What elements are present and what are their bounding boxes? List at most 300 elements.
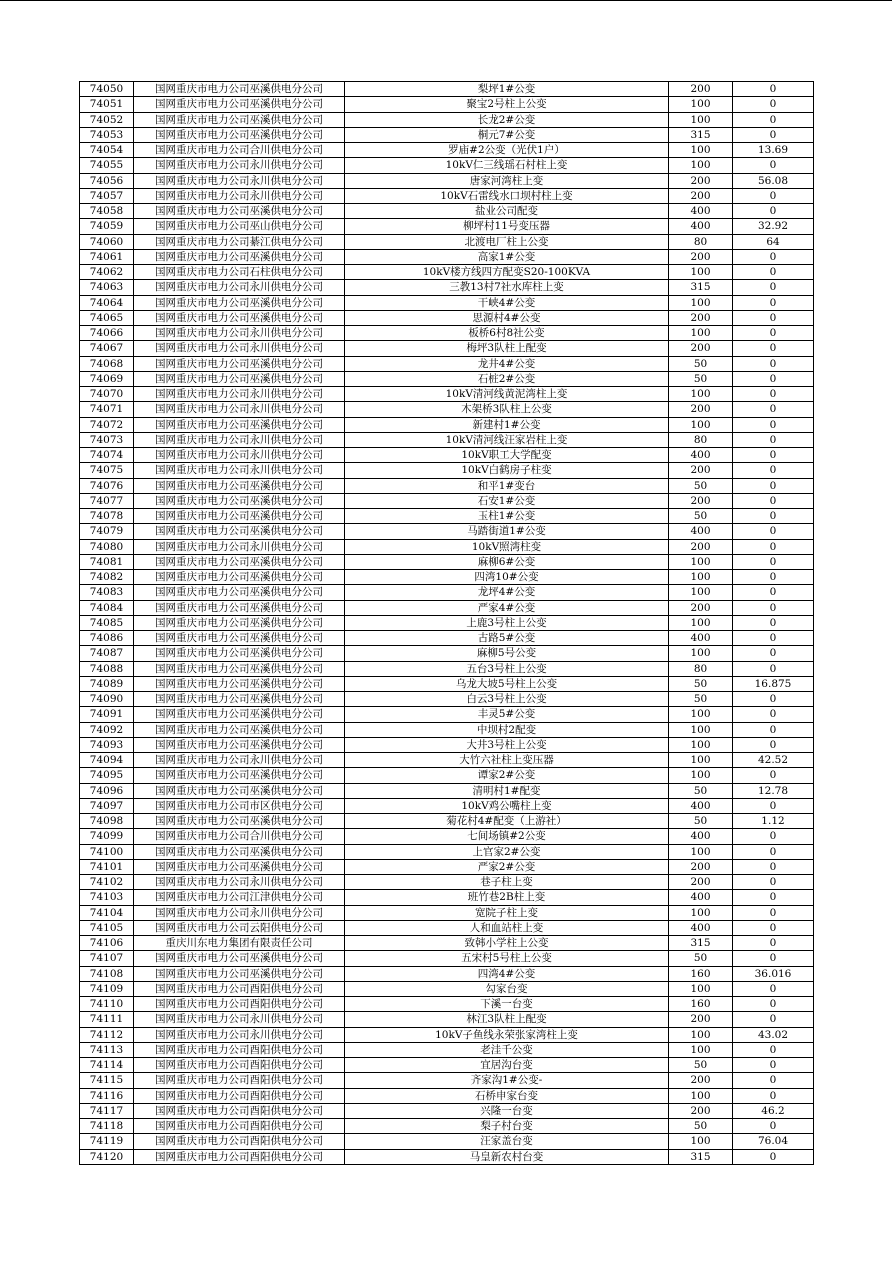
value-cell: 0: [733, 97, 814, 112]
capacity-cell: 50: [669, 1058, 733, 1073]
capacity-cell: 200: [669, 1012, 733, 1027]
transformer-name-cell: 和平1#变台: [345, 478, 669, 493]
capacity-cell: 200: [669, 539, 733, 554]
value-cell: 0: [733, 722, 814, 737]
table-row: [80, 1103, 814, 1118]
table-row: [80, 1012, 814, 1027]
table-row: [80, 676, 814, 691]
value-cell: 0: [733, 585, 814, 600]
table-row: [80, 783, 814, 798]
value-cell: 43.02: [733, 1027, 814, 1042]
table-row: [80, 981, 814, 996]
table-row: [80, 1058, 814, 1073]
company-cell: 国网重庆市电力公司永川供电分公司: [134, 326, 345, 341]
capacity-cell: 315: [669, 127, 733, 142]
record-id-cell: 74117: [80, 1103, 134, 1118]
value-cell: 0: [733, 204, 814, 219]
table-row: [80, 509, 814, 524]
table-row: [80, 1042, 814, 1057]
company-cell: 国网重庆市电力公司綦江供电分公司: [134, 234, 345, 249]
transformer-name-cell: 上官家2#公变: [345, 844, 669, 859]
table-row: [80, 905, 814, 920]
transformer-name-cell: 严家2#公变: [345, 859, 669, 874]
capacity-cell: 200: [669, 188, 733, 203]
capacity-cell: 80: [669, 661, 733, 676]
record-id-cell: 74098: [80, 814, 134, 829]
capacity-cell: 50: [669, 509, 733, 524]
company-cell: 国网重庆市电力公司巫溪供电分公司: [134, 844, 345, 859]
table-row: [80, 1027, 814, 1042]
capacity-cell: 200: [669, 173, 733, 188]
record-id-cell: 74052: [80, 112, 134, 127]
record-id-cell: 74112: [80, 1027, 134, 1042]
table-row: [80, 280, 814, 295]
record-id-cell: 74056: [80, 173, 134, 188]
capacity-cell: 200: [669, 463, 733, 478]
capacity-cell: 200: [669, 1073, 733, 1088]
company-cell: 国网重庆市电力公司永川供电分公司: [134, 341, 345, 356]
company-cell: 国网重庆市电力公司石柱供电分公司: [134, 265, 345, 280]
value-cell: 0: [733, 371, 814, 386]
table-row: [80, 798, 814, 813]
value-cell: 0: [733, 432, 814, 447]
capacity-cell: 100: [669, 387, 733, 402]
company-cell: 国网重庆市电力公司巫溪供电分公司: [134, 127, 345, 142]
capacity-cell: 315: [669, 1149, 733, 1164]
transformer-name-cell: 乌龙大坡5号柱上公变: [345, 676, 669, 691]
company-cell: 国网重庆市电力公司巫溪供电分公司: [134, 814, 345, 829]
value-cell: 0: [733, 127, 814, 142]
record-id-cell: 74063: [80, 280, 134, 295]
transformer-name-cell: 白云3号柱上公变: [345, 692, 669, 707]
record-id-cell: 74095: [80, 768, 134, 783]
value-cell: 0: [733, 478, 814, 493]
capacity-cell: 200: [669, 859, 733, 874]
company-cell: 国网重庆市电力公司酉阳供电分公司: [134, 1058, 345, 1073]
table-row: [80, 570, 814, 585]
capacity-cell: 200: [669, 341, 733, 356]
transformer-name-cell: 四湾4#公变: [345, 966, 669, 981]
record-id-cell: 74085: [80, 615, 134, 630]
transformer-name-cell: 麻柳5号公变: [345, 646, 669, 661]
company-cell: 国网重庆市电力公司巫溪供电分公司: [134, 783, 345, 798]
table-row: [80, 432, 814, 447]
company-cell: 国网重庆市电力公司巫溪供电分公司: [134, 417, 345, 432]
value-cell: 0: [733, 615, 814, 630]
table-row: [80, 493, 814, 508]
value-cell: 0: [733, 600, 814, 615]
transformer-name-cell: 石桩2#公变: [345, 371, 669, 386]
transformer-name-cell: 汪家盖台变: [345, 1134, 669, 1149]
value-cell: 0: [733, 707, 814, 722]
capacity-cell: 100: [669, 707, 733, 722]
transformer-name-cell: 10kV子鱼线永荣张家湾柱上变: [345, 1027, 669, 1042]
capacity-cell: 50: [669, 951, 733, 966]
company-cell: 国网重庆市电力公司巫溪供电分公司: [134, 707, 345, 722]
transformer-name-cell: 五台3号柱上公变: [345, 661, 669, 676]
transformer-name-cell: 龙井4#公变: [345, 356, 669, 371]
transformer-name-cell: 10kV楼方线四方配变S20-100KVA: [345, 265, 669, 280]
company-cell: 国网重庆市电力公司永川供电分公司: [134, 539, 345, 554]
table-row: [80, 814, 814, 829]
capacity-cell: 315: [669, 936, 733, 951]
transformer-name-cell: 大竹六社柱上变压器: [345, 753, 669, 768]
transformer-name-cell: 齐家沟1#公变-: [345, 1073, 669, 1088]
value-cell: 0: [733, 249, 814, 264]
capacity-cell: 100: [669, 1134, 733, 1149]
table-row: [80, 859, 814, 874]
capacity-cell: 400: [669, 890, 733, 905]
company-cell: 国网重庆市电力公司酉阳供电分公司: [134, 1042, 345, 1057]
record-id-cell: 74114: [80, 1058, 134, 1073]
transformer-name-cell: 10kV仁三线瑶石村柱上变: [345, 158, 669, 173]
transformer-name-cell: 清明村1#配变: [345, 783, 669, 798]
record-id-cell: 74062: [80, 265, 134, 280]
transformer-name-cell: 谭家2#公变: [345, 768, 669, 783]
capacity-cell: 100: [669, 295, 733, 310]
table-row: [80, 829, 814, 844]
company-cell: 国网重庆市电力公司永川供电分公司: [134, 1027, 345, 1042]
transformer-name-cell: 板桥6村8社公变: [345, 326, 669, 341]
transformer-name-cell: 五宋村5号柱上公变: [345, 951, 669, 966]
capacity-cell: 200: [669, 82, 733, 97]
company-cell: 国网重庆市电力公司巫山供电分公司: [134, 219, 345, 234]
value-cell: 0: [733, 936, 814, 951]
value-cell: 0: [733, 265, 814, 280]
company-cell: 国网重庆市电力公司巫溪供电分公司: [134, 97, 345, 112]
company-cell: 国网重庆市电力公司江津供电分公司: [134, 890, 345, 905]
transformer-name-cell: 宽院子柱上变: [345, 905, 669, 920]
table-row: [80, 707, 814, 722]
record-id-cell: 74091: [80, 707, 134, 722]
table-row: [80, 295, 814, 310]
value-cell: 0: [733, 493, 814, 508]
value-cell: 0: [733, 417, 814, 432]
table-row: [80, 448, 814, 463]
capacity-cell: 50: [669, 1119, 733, 1134]
value-cell: 0: [733, 1149, 814, 1164]
value-cell: 0: [733, 524, 814, 539]
table-row: [80, 463, 814, 478]
transformer-name-cell: 唐家河湾柱上变: [345, 173, 669, 188]
company-cell: 国网重庆市电力公司永川供电分公司: [134, 753, 345, 768]
capacity-cell: 80: [669, 234, 733, 249]
capacity-cell: 315: [669, 280, 733, 295]
record-id-cell: 74108: [80, 966, 134, 981]
record-id-cell: 74083: [80, 585, 134, 600]
capacity-cell: 160: [669, 997, 733, 1012]
value-cell: 0: [733, 341, 814, 356]
company-cell: 国网重庆市电力公司酉阳供电分公司: [134, 1149, 345, 1164]
value-cell: 0: [733, 875, 814, 890]
value-cell: 0: [733, 1042, 814, 1057]
table-row: [80, 936, 814, 951]
record-id-cell: 74078: [80, 509, 134, 524]
transformer-name-cell: 古路5#公变: [345, 631, 669, 646]
capacity-cell: 100: [669, 112, 733, 127]
value-cell: 0: [733, 326, 814, 341]
value-cell: 76.04: [733, 1134, 814, 1149]
table-row: [80, 417, 814, 432]
capacity-cell: 200: [669, 249, 733, 264]
transformer-table: [79, 81, 814, 1165]
value-cell: 0: [733, 402, 814, 417]
capacity-cell: 50: [669, 783, 733, 798]
record-id-cell: 74075: [80, 463, 134, 478]
record-id-cell: 74086: [80, 631, 134, 646]
record-id-cell: 74054: [80, 143, 134, 158]
capacity-cell: 400: [669, 219, 733, 234]
company-cell: 国网重庆市电力公司合川供电分公司: [134, 829, 345, 844]
record-id-cell: 74104: [80, 905, 134, 920]
record-id-cell: 74069: [80, 371, 134, 386]
value-cell: 0: [733, 951, 814, 966]
capacity-cell: 400: [669, 920, 733, 935]
value-cell: 0: [733, 981, 814, 996]
table-row: [80, 1088, 814, 1103]
value-cell: 0: [733, 570, 814, 585]
value-cell: 0: [733, 310, 814, 325]
table-row: [80, 341, 814, 356]
value-cell: 0: [733, 295, 814, 310]
record-id-cell: 74118: [80, 1119, 134, 1134]
table-row: [80, 97, 814, 112]
company-cell: 国网重庆市电力公司巫溪供电分公司: [134, 356, 345, 371]
transformer-name-cell: 10kV白鹤房子柱变: [345, 463, 669, 478]
table-row: [80, 173, 814, 188]
table-row: [80, 722, 814, 737]
company-cell: 国网重庆市电力公司巫溪供电分公司: [134, 249, 345, 264]
company-cell: 国网重庆市电力公司巫溪供电分公司: [134, 646, 345, 661]
company-cell: 国网重庆市电力公司巫溪供电分公司: [134, 82, 345, 97]
value-cell: 0: [733, 692, 814, 707]
table-row: [80, 387, 814, 402]
record-id-cell: 74111: [80, 1012, 134, 1027]
value-cell: 0: [733, 859, 814, 874]
transformer-name-cell: 下溪一台变: [345, 997, 669, 1012]
record-id-cell: 74072: [80, 417, 134, 432]
value-cell: 0: [733, 188, 814, 203]
transformer-name-cell: 马踏街道1#公变: [345, 524, 669, 539]
transformer-name-cell: 聚宝2号柱上公变: [345, 97, 669, 112]
record-id-cell: 74097: [80, 798, 134, 813]
record-id-cell: 74100: [80, 844, 134, 859]
record-id-cell: 74082: [80, 570, 134, 585]
transformer-name-cell: 10kV石雷线水口坝村柱上变: [345, 188, 669, 203]
record-id-cell: 74050: [80, 82, 134, 97]
table-row: [80, 82, 814, 97]
capacity-cell: 100: [669, 615, 733, 630]
record-id-cell: 74096: [80, 783, 134, 798]
company-cell: 国网重庆市电力公司酉阳供电分公司: [134, 981, 345, 996]
transformer-name-cell: 龙坪4#公变: [345, 585, 669, 600]
transformer-name-cell: 丰灵5#公变: [345, 707, 669, 722]
transformer-name-cell: 梅坪3队柱上配变: [345, 341, 669, 356]
table-row: [80, 737, 814, 752]
company-cell: 国网重庆市电力公司巫溪供电分公司: [134, 478, 345, 493]
record-id-cell: 74070: [80, 387, 134, 402]
record-id-cell: 74113: [80, 1042, 134, 1057]
transformer-name-cell: 桐元7#公变: [345, 127, 669, 142]
company-cell: 国网重庆市电力公司巫溪供电分公司: [134, 585, 345, 600]
capacity-cell: 100: [669, 722, 733, 737]
record-id-cell: 74092: [80, 722, 134, 737]
record-id-cell: 74090: [80, 692, 134, 707]
value-cell: 0: [733, 631, 814, 646]
company-cell: 国网重庆市电力公司巫溪供电分公司: [134, 737, 345, 752]
company-cell: 国网重庆市电力公司永川供电分公司: [134, 387, 345, 402]
table-row: [80, 1073, 814, 1088]
record-id-cell: 74101: [80, 859, 134, 874]
company-cell: 国网重庆市电力公司酉阳供电分公司: [134, 1103, 345, 1118]
top-rule: [0, 0, 892, 1]
capacity-cell: 400: [669, 524, 733, 539]
table-row: [80, 234, 814, 249]
transformer-name-cell: 巷子柱上变: [345, 875, 669, 890]
transformer-name-cell: 思源村4#公变: [345, 310, 669, 325]
transformer-name-cell: 10kV清河线汪家岩柱上变: [345, 432, 669, 447]
capacity-cell: 400: [669, 448, 733, 463]
value-cell: 64: [733, 234, 814, 249]
record-id-cell: 74064: [80, 295, 134, 310]
table-row: [80, 1149, 814, 1164]
transformer-name-cell: 宜居沟台变: [345, 1058, 669, 1073]
record-id-cell: 74106: [80, 936, 134, 951]
company-cell: 国网重庆市电力公司永川供电分公司: [134, 463, 345, 478]
company-cell: 国网重庆市电力公司巫溪供电分公司: [134, 692, 345, 707]
capacity-cell: 160: [669, 966, 733, 981]
table-row: [80, 615, 814, 630]
company-cell: 国网重庆市电力公司巫溪供电分公司: [134, 204, 345, 219]
transformer-name-cell: 兴隆一台变: [345, 1103, 669, 1118]
company-cell: 国网重庆市电力公司巫溪供电分公司: [134, 112, 345, 127]
table-row: [80, 966, 814, 981]
transformer-name-cell: 林江3队柱上配变: [345, 1012, 669, 1027]
record-id-cell: 74057: [80, 188, 134, 203]
company-cell: 国网重庆市电力公司巫溪供电分公司: [134, 615, 345, 630]
company-cell: 国网重庆市电力公司合川供电分公司: [134, 143, 345, 158]
capacity-cell: 100: [669, 554, 733, 569]
company-cell: 国网重庆市电力公司巫溪供电分公司: [134, 509, 345, 524]
table-row: [80, 951, 814, 966]
table-row: [80, 219, 814, 234]
company-cell: 国网重庆市电力公司酉阳供电分公司: [134, 997, 345, 1012]
transformer-name-cell: 四湾10#公变: [345, 570, 669, 585]
capacity-cell: 100: [669, 570, 733, 585]
record-id-cell: 74077: [80, 493, 134, 508]
table-row: [80, 310, 814, 325]
record-id-cell: 74089: [80, 676, 134, 691]
record-id-cell: 74061: [80, 249, 134, 264]
value-cell: 0: [733, 1073, 814, 1088]
capacity-cell: 200: [669, 493, 733, 508]
value-cell: 0: [733, 448, 814, 463]
company-cell: 国网重庆市电力公司永川供电分公司: [134, 402, 345, 417]
transformer-name-cell: 勾家台变: [345, 981, 669, 996]
capacity-cell: 100: [669, 265, 733, 280]
table-row: [80, 112, 814, 127]
table-row: [80, 204, 814, 219]
table-row: [80, 188, 814, 203]
record-id-cell: 74058: [80, 204, 134, 219]
value-cell: 0: [733, 661, 814, 676]
value-cell: 0: [733, 646, 814, 661]
value-cell: 32.92: [733, 219, 814, 234]
record-id-cell: 74109: [80, 981, 134, 996]
value-cell: 0: [733, 798, 814, 813]
value-cell: 0: [733, 82, 814, 97]
table-row: [80, 326, 814, 341]
company-cell: 国网重庆市电力公司巫溪供电分公司: [134, 310, 345, 325]
transformer-name-cell: 马皇新农村台变: [345, 1149, 669, 1164]
capacity-cell: 50: [669, 478, 733, 493]
record-id-cell: 74120: [80, 1149, 134, 1164]
record-id-cell: 74080: [80, 539, 134, 554]
company-cell: 国网重庆市电力公司永川供电分公司: [134, 875, 345, 890]
capacity-cell: 50: [669, 371, 733, 386]
record-id-cell: 74084: [80, 600, 134, 615]
value-cell: 0: [733, 737, 814, 752]
record-id-cell: 74053: [80, 127, 134, 142]
company-cell: 国网重庆市电力公司云阳供电分公司: [134, 920, 345, 935]
capacity-cell: 100: [669, 1042, 733, 1057]
record-id-cell: 74066: [80, 326, 134, 341]
transformer-name-cell: 三教13村7社水库柱上变: [345, 280, 669, 295]
record-id-cell: 74074: [80, 448, 134, 463]
capacity-cell: 200: [669, 875, 733, 890]
transformer-name-cell: 罗庙#2公变（光伏1户）: [345, 143, 669, 158]
transformer-name-cell: 玉柱1#公变: [345, 509, 669, 524]
table-row: [80, 143, 814, 158]
capacity-cell: 100: [669, 981, 733, 996]
transformer-name-cell: 盐业公司配变: [345, 204, 669, 219]
record-id-cell: 74076: [80, 478, 134, 493]
record-id-cell: 74115: [80, 1073, 134, 1088]
capacity-cell: 100: [669, 737, 733, 752]
table-row: [80, 539, 814, 554]
value-cell: 0: [733, 920, 814, 935]
company-cell: 国网重庆市电力公司酉阳供电分公司: [134, 1134, 345, 1149]
record-id-cell: 74055: [80, 158, 134, 173]
capacity-cell: 100: [669, 97, 733, 112]
value-cell: 1.12: [733, 814, 814, 829]
capacity-cell: 200: [669, 600, 733, 615]
value-cell: 0: [733, 509, 814, 524]
transformer-name-cell: 上鹿3号柱上公变: [345, 615, 669, 630]
transformer-name-cell: 人和血站柱上变: [345, 920, 669, 935]
value-cell: 46.2: [733, 1103, 814, 1118]
value-cell: 0: [733, 844, 814, 859]
value-cell: 0: [733, 1012, 814, 1027]
record-id-cell: 74051: [80, 97, 134, 112]
company-cell: 国网重庆市电力公司酉阳供电分公司: [134, 1119, 345, 1134]
transformer-name-cell: 班竹巷2B柱上变: [345, 890, 669, 905]
transformer-name-cell: 中坝村2配变: [345, 722, 669, 737]
capacity-cell: 100: [669, 768, 733, 783]
record-id-cell: 74093: [80, 737, 134, 752]
company-cell: 国网重庆市电力公司巫溪供电分公司: [134, 951, 345, 966]
company-cell: 国网重庆市电力公司巫溪供电分公司: [134, 676, 345, 691]
value-cell: 0: [733, 829, 814, 844]
value-cell: 0: [733, 1058, 814, 1073]
record-id-cell: 74065: [80, 310, 134, 325]
table-row: [80, 844, 814, 859]
company-cell: 国网重庆市电力公司永川供电分公司: [134, 448, 345, 463]
capacity-cell: 100: [669, 158, 733, 173]
company-cell: 国网重庆市电力公司巫溪供电分公司: [134, 966, 345, 981]
company-cell: 国网重庆市电力公司巫溪供电分公司: [134, 554, 345, 569]
record-id-cell: 74059: [80, 219, 134, 234]
